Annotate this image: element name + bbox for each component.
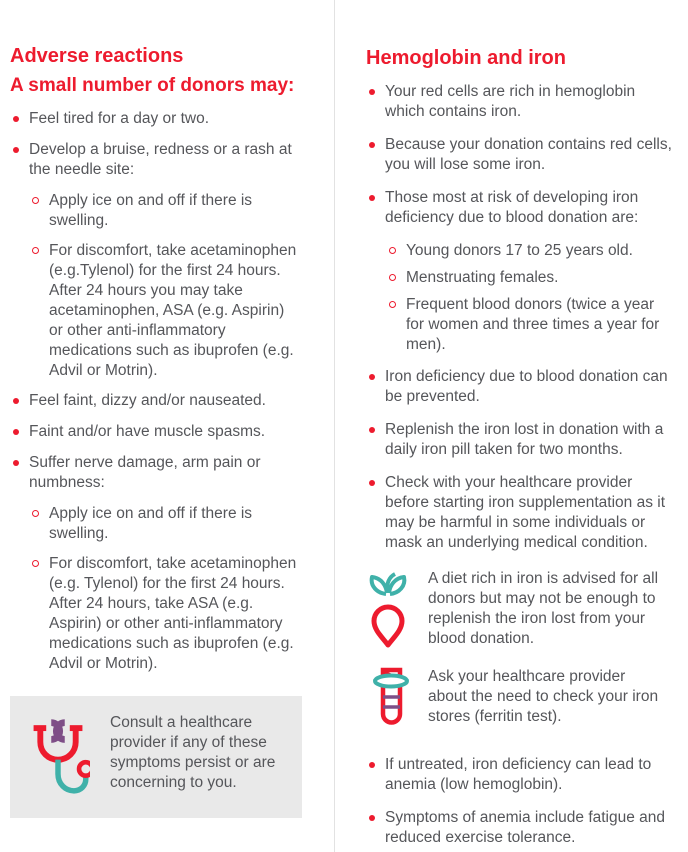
- sub-bullet-ring-icon: [32, 510, 39, 517]
- sub-bullet-item: [30, 191, 302, 231]
- radish-icon: [366, 569, 428, 651]
- bullet-dot-icon: [13, 398, 19, 404]
- donors-may-subheading: A small number of donors may:: [10, 75, 295, 96]
- consult-callout-text: Consult a healthcare provider if any of these symptoms persist or are concerning to you.: [110, 714, 276, 791]
- sub-bullet-ring-icon: [389, 274, 396, 281]
- stethoscope-icon: [26, 713, 110, 801]
- test-tube-icon: [366, 667, 428, 731]
- bullet-item: [366, 188, 674, 228]
- bullet-text: Develop a bruise, redness or a rash at the needle site:: [29, 141, 292, 178]
- adverse-reactions-heading: Adverse reactions: [10, 45, 184, 67]
- bullet-item: [10, 140, 302, 180]
- sub-bullet-ring-icon: [389, 247, 396, 254]
- anemia-list: [366, 755, 674, 848]
- bullet-text: Your red cells are rich in hemoglobin which contains iron.: [385, 83, 636, 120]
- bullet-dot-icon: [369, 195, 375, 201]
- bullet-dot-icon: [369, 142, 375, 148]
- ferritin-tip: [366, 667, 674, 731]
- adverse-reactions-column: [0, 0, 335, 852]
- bullet-dot-icon: [369, 374, 375, 380]
- bullet-item: [10, 453, 302, 493]
- bullet-dot-icon: [13, 429, 19, 435]
- bullet-dot-icon: [369, 480, 375, 486]
- diet-tip: [366, 569, 674, 651]
- bullet-text: Because your donation contains red cells, you will lose some iron.: [385, 136, 672, 173]
- bullet-item: [366, 82, 674, 122]
- bullet-item: [366, 473, 674, 553]
- bullet-dot-icon: [369, 815, 375, 821]
- bullet-text: Iron deficiency due to blood donation can be prevented.: [385, 368, 668, 405]
- adverse-reactions-list: [10, 109, 302, 674]
- bullet-text: Check with your healthcare provider before starting iron supplementation as it may be harmful in some individuals or mask an underlying medical condition.: [385, 474, 666, 551]
- bullet-text: If untreated, iron deficiency can lead to anemia (low hemoglobin).: [385, 756, 652, 793]
- bullet-item: [10, 109, 302, 129]
- sub-bullet-text: For discomfort, take acetaminophen (e.g.Tylenol) for the first 24 hours. After 24 hours you may take acetaminophen, ASA (e.g. Aspirin) or other anti-inflammatory medications such as ibuprofen (e.g. Advil or Motrin).: [49, 242, 297, 379]
- ferritin-tip-text: Ask your healthcare provider about the need to check your iron stores (ferritin test).: [428, 668, 659, 725]
- bullet-item: [10, 391, 302, 411]
- bullet-item: [366, 367, 674, 407]
- sub-bullet-ring-icon: [32, 560, 39, 567]
- bullet-text: Feel faint, dizzy and/or nauseated.: [29, 392, 266, 409]
- bullet-item: [366, 755, 674, 795]
- bullet-dot-icon: [13, 147, 19, 153]
- bullet-text: Symptoms of anemia include fatigue and reduced exercise tolerance.: [385, 809, 666, 846]
- hemoglobin-heading: Hemoglobin and iron: [366, 47, 566, 69]
- sub-bullet-item: [387, 268, 674, 288]
- sub-bullet-ring-icon: [389, 301, 396, 308]
- bullet-item: [366, 808, 674, 848]
- sub-bullet-item: [387, 241, 674, 261]
- sub-bullet-text: Menstruating females.: [406, 269, 559, 286]
- sub-bullet-item: [30, 241, 302, 381]
- bullet-dot-icon: [369, 89, 375, 95]
- sub-bullet-item: [30, 554, 302, 674]
- diet-tip-text: A diet rich in iron is advised for all donors but may not be enough to replenish the iron lost from your blood donation.: [428, 570, 659, 647]
- bullet-dot-icon: [369, 762, 375, 768]
- bullet-item: [10, 422, 302, 442]
- consult-callout-box: [10, 696, 302, 818]
- bullet-item: [366, 135, 674, 175]
- sub-bullet-item: [387, 295, 674, 355]
- sub-bullet-ring-icon: [32, 197, 39, 204]
- sub-bullet-text: Apply ice on and off if there is swelling.: [49, 192, 253, 229]
- sub-bullet-text: Frequent blood donors (twice a year for women and three times a year for men).: [406, 296, 660, 353]
- hemoglobin-iron-column: [335, 0, 688, 852]
- bullet-text: Suffer nerve damage, arm pain or numbness:: [29, 454, 261, 491]
- bullet-dot-icon: [13, 116, 19, 122]
- bullet-text: Feel tired for a day or two.: [29, 110, 210, 127]
- bullet-item: [366, 420, 674, 460]
- bullet-text: Those most at risk of developing iron deficiency due to blood donation are:: [385, 189, 639, 226]
- hemoglobin-list: [366, 82, 674, 553]
- sub-bullet-text: Apply ice on and off if there is swelling.: [49, 505, 253, 542]
- sub-bullet-ring-icon: [32, 247, 39, 254]
- bullet-text: Replenish the iron lost in donation with a daily iron pill taken for two months.: [385, 421, 664, 458]
- sub-bullet-text: For discomfort, take acetaminophen (e.g. Tylenol) for the first 24 hours. After 24 hours, take ASA (e.g. Aspirin) or other anti-inflammatory medications such as ibuprofen (e.g. Advil or Motrin).: [49, 555, 297, 672]
- bullet-dot-icon: [369, 427, 375, 433]
- bullet-dot-icon: [13, 460, 19, 466]
- sub-bullet-text: Young donors 17 to 25 years old.: [406, 242, 633, 259]
- sub-bullet-item: [30, 504, 302, 544]
- bullet-text: Faint and/or have muscle spasms.: [29, 423, 266, 440]
